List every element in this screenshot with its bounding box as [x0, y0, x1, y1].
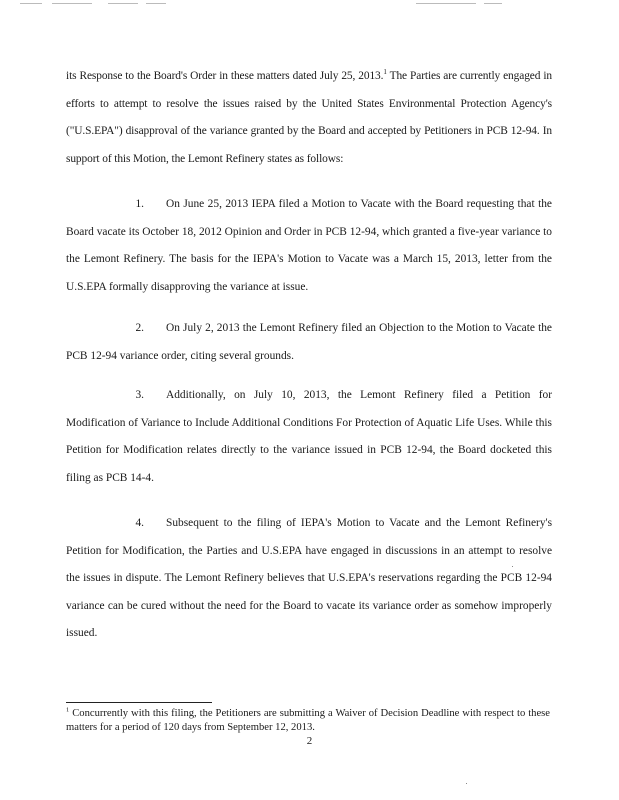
intro-paragraph — [66, 63, 552, 173]
paragraph-number: 4. — [135, 517, 144, 529]
numbered-paragraph-1 — [66, 191, 552, 301]
scan-speck — [512, 566, 513, 567]
paragraph-text: Subsequent to the filing of IEPA's Motion to Vacate and the Lemont Refinery's Petition for Modification, the Parties and U.S.EPA have engaged in discussions in an attempt to resolve the issues in dispute. The Lemont Refinery believes that U.S.EPA's reservations regarding the PCB 12-94 variance can be cured without the need for the Board to vacate its variance order as somehow improperly issued. — [66, 517, 552, 639]
paragraph-text: On July 2, 2013 the Lemont Refinery filed an Objection to the Motion to Vacate the PCB 12-94 variance order, citing several grounds. — [66, 322, 552, 362]
paragraph-number: 1. — [135, 198, 144, 210]
numbered-paragraph-3 — [66, 382, 552, 492]
page-number: 2 — [306, 735, 313, 747]
footnote — [66, 707, 550, 735]
footnote-reference: 1 — [383, 68, 387, 77]
intro-text-before-note: its Response to the Board's Order in these matters dated July 25, 2013. — [66, 70, 384, 82]
paragraph-text: Additionally, on July 10, 2013, the Lemont Refinery filed a Petition for Modification of Variance to Include Additional Conditions For Protection of Aquatic Life Uses. While this Petition for Modification relates directly to the variance issued in PCB 12-94, the Board docketed this filing as PCB 14-4. — [66, 389, 552, 484]
footnote-text: Concurrently with this filing, the Petitioners are submitting a Waiver of Decision Deadline with respect to these matters for a period of 120 days from September 12, 2013. — [66, 708, 550, 733]
numbered-paragraph-4 — [66, 510, 552, 648]
intro-text-after-note: The Parties are currently engaged in efforts to attempt to resolve the issues raised by the United States Environmental Protection Agency's ("U.S.EPA") disapproval of the variance granted by the Board and accepted by Petitioners in PCB 12-94. In support of this Motion, the Lemont Refinery states as follows: — [66, 70, 552, 165]
scan-header-marks — [16, 3, 516, 9]
footnote-marker: 1 — [66, 706, 70, 714]
numbered-paragraph-2 — [66, 315, 552, 370]
scan-speck — [466, 783, 467, 784]
paragraph-number: 2. — [135, 322, 144, 334]
paragraph-number: 3. — [135, 389, 144, 401]
paragraph-text: On June 25, 2013 IEPA filed a Motion to Vacate with the Board requesting that the Board vacate its October 18, 2012 Opinion and Order in PCB 12-94, which granted a five-year variance to the Lemont Refinery. The basis for the IEPA's Motion to Vacate was a March 15, 2013, letter from the U.S.EPA formally disapproving the variance at issue. — [66, 198, 552, 293]
footnote-divider — [66, 702, 212, 703]
